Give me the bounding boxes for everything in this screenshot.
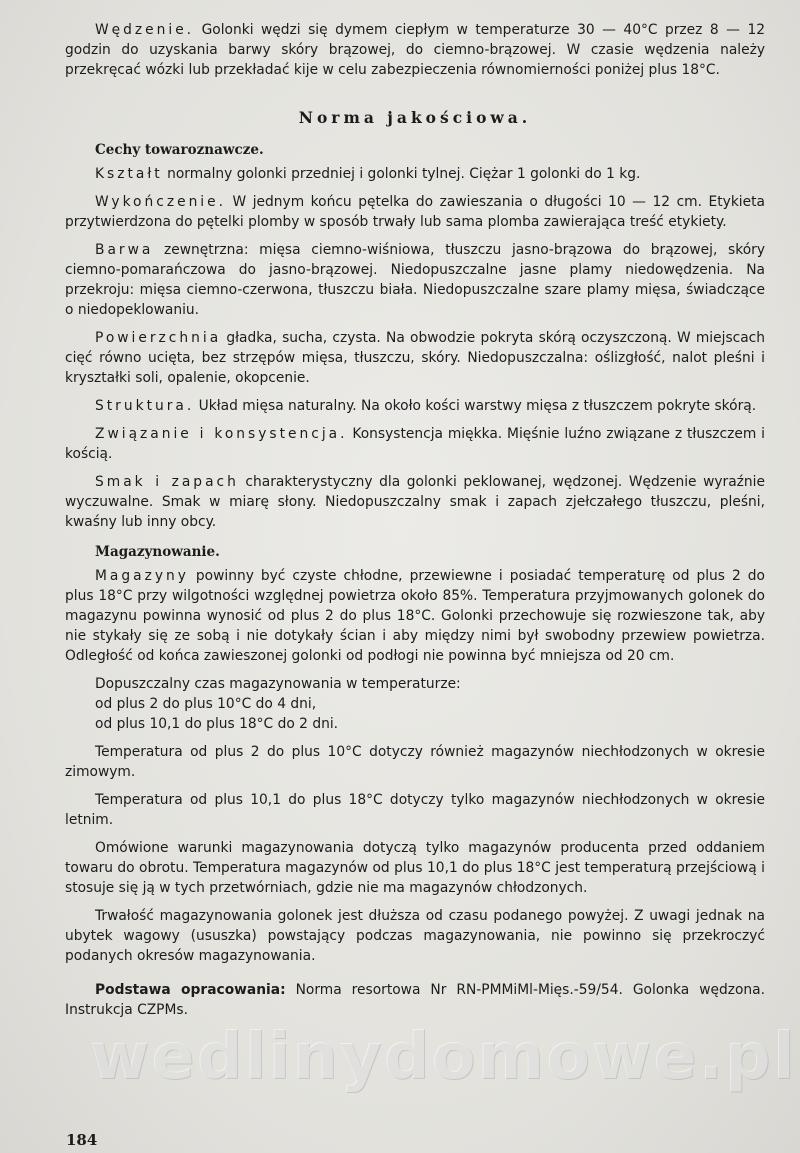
term-powierzchnia: Powierzchnia	[95, 330, 222, 346]
paragraph-wedzenie	[65, 20, 765, 80]
smak-text: charakterystyczny dla golonki peklowanej, wędzonej. Wędzenie wyraźnie wyczuwalne. Smak w miarę słony. Niedopuszczalny smak i zapach zjełczałego tłuszczu, pleśni, kwaśny lub inny obcy.	[65, 474, 765, 530]
paragraph-producer: Omówione warunki magazynowania dotyczą tylko magazynów producenta przed oddaniem towaru do obrotu. Temperatura magazynów od plus 10,1 do plus 18°C jest temperaturą przejściową i stosuje się ją w tych przetwórniach, gdzie nie ma magazynów chłodzonych.	[65, 840, 765, 896]
source-note	[65, 980, 765, 1020]
struktura-text: Układ mięsa naturalny. Na około kości warstwy mięsa z tłuszczem pokryte skórą.	[194, 398, 757, 414]
section-title-norma: Norma jakościowa.	[298, 108, 532, 127]
ksztalt-text: normalny golonki przedniej i golonki tylnej. Ciężar 1 golonki do 1 kg.	[162, 166, 641, 182]
subheading-cechy: Cechy towaroznawcze.	[95, 142, 264, 158]
paragraph-durability: Trwałość magazynowania golonek jest dłuższa od czasu podanego powyżej. Z uwagi jednak na ubytek wagowy (ususzka) powstający podczas magazynowania, nie powinno się przekroczyć podanych okresów magazynowania.	[65, 908, 765, 964]
source-label: Podstawa opracowania:	[95, 982, 286, 998]
term-zwiazanie: Związanie i konsystencja.	[95, 426, 348, 442]
subheading-magazynowanie: Magazynowanie.	[95, 544, 220, 560]
magazyny-text: powinny być czyste chłodne, przewiewne i posiadać temperaturę od plus 2 do plus 18°C przy wilgotności względnej powietrza około 85%. Temperatura przyjmowanych golonek do magazynu powinna wynosić od plus 2 do plus 18°C. Golonki przechowuje się rozwieszone tak, aby nie stykały się ze sobą i nie dotykały ścian i aby między nimi był swobodny przewiew powietrza. Odległość od końca zawieszonej golonki od podłogi nie powinna być mniejsza od 20 cm.	[65, 568, 765, 664]
term-wykonczenie: Wykończenie.	[95, 194, 227, 210]
source-text: Norma resortowa Nr RN-PMMiMl-Mięs.-59/54. Golonka wędzona. Instrukcja CZPMs.	[65, 982, 765, 1018]
barwa-text: zewnętrzna: mięsa ciemno-wiśniowa, tłuszczu jasno-brązowa do brązowej, skóry ciemno-pomarańczowa do jasno-brązowej. Niedopuszczalne jasne plamy niedowędzenia. Na przekroju: mięsa ciemno-czerwona, tłuszczu biała. Niedopuszczalne szare plamy mięsa, świadczące o niedopeklowaniu.	[65, 242, 765, 318]
document-body	[65, 20, 765, 1020]
storage-time-range-2: od plus 10,1 do plus 18°C do 2 dni.	[95, 716, 339, 732]
paragraph-magazyny	[65, 566, 765, 666]
paragraph-powierzchnia	[65, 328, 765, 388]
wykonczenie-text: W jednym końcu pętelka do zawieszania o długości 10 — 12 cm. Etykieta przytwierdzona do pętelki plomby w sposób trwały lub sama plomba zawierająca treść etykiety.	[65, 194, 765, 230]
term-smak: Smak i zapach	[95, 474, 239, 490]
paragraph-ksztalt	[65, 164, 765, 184]
paragraph-wykonczenie	[65, 192, 765, 232]
paragraph-winter: Temperatura od plus 2 do plus 10°C dotyczy również magazynów niechłodzonych w okresie zimowym.	[65, 744, 765, 780]
term-wedzenie: Wędzenie.	[95, 22, 195, 38]
paragraph-zwiazanie	[65, 424, 765, 464]
term-barwa: Barwa	[95, 242, 154, 258]
page-number: 184	[66, 1131, 98, 1149]
watermark: wedlinydomowe.pl	[90, 1020, 797, 1094]
paragraph-barwa	[65, 240, 765, 320]
powierzchnia-text: gładka, sucha, czysta. Na obwodzie pokryta skórą oczyszczoną. W miejscach cięć równo ucięta, bez strzępów mięsa, tłuszczu, skóry. Niedopuszczalna: oślizgłość, nalot pleśni i kryształki soli, opalenie, okopcenie.	[65, 330, 765, 386]
wedzenie-text: Golonki wędzi się dymem ciepłym w temperaturze 30 — 40°C przez 8 — 12 godzin do uzyskania barwy skóry brązowej, do ciemno-brązowej. W czasie wędzenia należy przekręcać wózki lub przekładać kije w celu zabezpieczenia równomierności poniżej plus 18°C.	[65, 22, 765, 78]
storage-time-range-1: od plus 2 do plus 10°C do 4 dni,	[95, 696, 317, 712]
paragraph-smak	[65, 472, 765, 532]
zwiazanie-text: Konsystencja miękka. Mięśnie luźno związane z tłuszczem i kością.	[65, 426, 765, 462]
term-struktura: Struktura.	[95, 398, 195, 414]
storage-time-intro: Dopuszczalny czas magazynowania w temperaturze:	[95, 676, 461, 692]
paragraph-summer: Temperatura od plus 10,1 do plus 18°C dotyczy tylko magazynów niechłodzonych w okresie letnim.	[65, 792, 765, 828]
paragraph-struktura	[65, 396, 765, 416]
term-ksztalt: Kształt	[95, 166, 163, 182]
term-magazyny: Magazyny	[95, 568, 189, 584]
